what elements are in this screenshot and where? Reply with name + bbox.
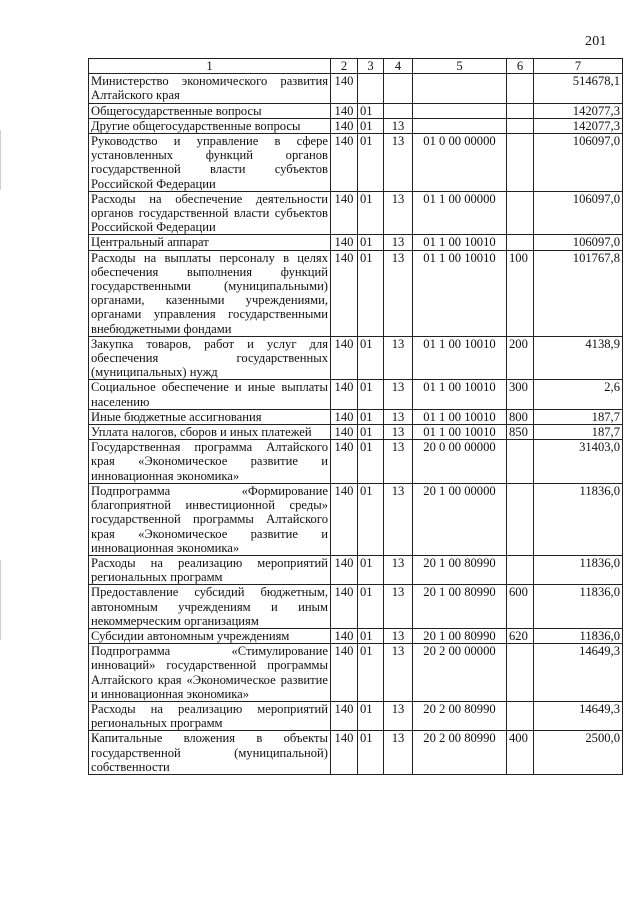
- amount-cell: 31403,0: [534, 440, 623, 484]
- header-row: [89, 59, 623, 74]
- amount-cell: 106097,0: [534, 191, 623, 235]
- target-item-code-cell: [413, 103, 507, 118]
- amount-cell: 142077,3: [534, 118, 623, 133]
- expense-type-code-cell: [507, 74, 534, 103]
- expense-type-code-cell: [507, 701, 534, 730]
- subsection-code-cell: 13: [384, 628, 413, 643]
- ministry-code-cell: 140: [331, 425, 358, 440]
- section-code-cell: 01: [358, 118, 384, 133]
- table-row: [89, 74, 623, 103]
- target-item-code-cell: 01 1 00 10010: [413, 380, 507, 409]
- item-name-cell: Другие общегосударственные вопросы: [89, 118, 331, 133]
- column-header: 1: [89, 59, 331, 74]
- table-row: [89, 103, 623, 118]
- column-header: 6: [507, 59, 534, 74]
- table-body: [89, 74, 623, 775]
- target-item-code-cell: 01 1 00 00000: [413, 191, 507, 235]
- ministry-code-cell: 140: [331, 250, 358, 336]
- item-name-cell: Центральный аппарат: [89, 235, 331, 250]
- item-name-cell: Общегосударственные вопросы: [89, 103, 331, 118]
- amount-cell: 514678,1: [534, 74, 623, 103]
- target-item-code-cell: 20 0 00 00000: [413, 440, 507, 484]
- expense-type-code-cell: [507, 191, 534, 235]
- expense-type-code-cell: 620: [507, 628, 534, 643]
- table-row: [89, 191, 623, 235]
- section-code-cell: [358, 74, 384, 103]
- subsection-code-cell: 13: [384, 191, 413, 235]
- item-name-cell: Расходы на реализацию мероприятий региональных программ: [89, 701, 331, 730]
- expense-type-code-cell: [507, 103, 534, 118]
- ministry-code-cell: 140: [331, 585, 358, 629]
- ministry-code-cell: 140: [331, 701, 358, 730]
- target-item-code-cell: [413, 74, 507, 103]
- ministry-code-cell: 140: [331, 555, 358, 584]
- section-code-cell: 01: [358, 731, 384, 775]
- section-code-cell: 01: [358, 191, 384, 235]
- amount-cell: 14649,3: [534, 701, 623, 730]
- subsection-code-cell: 13: [384, 585, 413, 629]
- subsection-code-cell: [384, 74, 413, 103]
- table-row: [89, 250, 623, 336]
- budget-table: [88, 58, 623, 775]
- section-code-cell: 01: [358, 380, 384, 409]
- amount-cell: 11836,0: [534, 555, 623, 584]
- subsection-code-cell: 13: [384, 483, 413, 555]
- subsection-code-cell: 13: [384, 555, 413, 584]
- section-code-cell: 01: [358, 585, 384, 629]
- ministry-code-cell: 140: [331, 483, 358, 555]
- subsection-code-cell: 13: [384, 134, 413, 192]
- expense-type-code-cell: [507, 118, 534, 133]
- table-row: [89, 731, 623, 775]
- amount-cell: 14649,3: [534, 644, 623, 702]
- subsection-code-cell: 13: [384, 731, 413, 775]
- table-row: [89, 555, 623, 584]
- subsection-code-cell: 13: [384, 440, 413, 484]
- target-item-code-cell: 20 1 00 80990: [413, 555, 507, 584]
- section-code-cell: 01: [358, 103, 384, 118]
- target-item-code-cell: 20 1 00 80990: [413, 585, 507, 629]
- target-item-code-cell: 01 1 00 10010: [413, 425, 507, 440]
- subsection-code-cell: 13: [384, 701, 413, 730]
- column-header: 2: [331, 59, 358, 74]
- target-item-code-cell: 20 2 00 00000: [413, 644, 507, 702]
- section-code-cell: 01: [358, 701, 384, 730]
- expense-type-code-cell: [507, 235, 534, 250]
- expense-type-code-cell: 100: [507, 250, 534, 336]
- expense-type-code-cell: [507, 483, 534, 555]
- item-name-cell: Расходы на реализацию мероприятий региональных программ: [89, 555, 331, 584]
- amount-cell: 187,7: [534, 409, 623, 424]
- item-name-cell: Уплата налогов, сборов и иных платежей: [89, 425, 331, 440]
- table-row: [89, 425, 623, 440]
- table-row: [89, 134, 623, 192]
- target-item-code-cell: 20 2 00 80990: [413, 701, 507, 730]
- table-row: [89, 585, 623, 629]
- scan-edge-mark: [0, 560, 1, 640]
- ministry-code-cell: 140: [331, 74, 358, 103]
- section-code-cell: 01: [358, 235, 384, 250]
- table-row: [89, 440, 623, 484]
- amount-cell: 11836,0: [534, 585, 623, 629]
- target-item-code-cell: 20 2 00 80990: [413, 731, 507, 775]
- item-name-cell: Иные бюджетные ассигнования: [89, 409, 331, 424]
- table-row: [89, 336, 623, 380]
- expense-type-code-cell: [507, 555, 534, 584]
- subsection-code-cell: 13: [384, 235, 413, 250]
- subsection-code-cell: 13: [384, 425, 413, 440]
- target-item-code-cell: 01 1 00 10010: [413, 409, 507, 424]
- amount-cell: 106097,0: [534, 134, 623, 192]
- subsection-code-cell: [384, 103, 413, 118]
- amount-cell: 187,7: [534, 425, 623, 440]
- amount-cell: 11836,0: [534, 628, 623, 643]
- column-header: 7: [534, 59, 623, 74]
- ministry-code-cell: 140: [331, 628, 358, 643]
- target-item-code-cell: 01 0 00 00000: [413, 134, 507, 192]
- expense-type-code-cell: [507, 644, 534, 702]
- item-name-cell: Субсидии автономным учреждениям: [89, 628, 331, 643]
- item-name-cell: Капитальные вложения в объекты государственной (муниципальной) собственности: [89, 731, 331, 775]
- subsection-code-cell: 13: [384, 250, 413, 336]
- item-name-cell: Государственная программа Алтайского края «Экономическое развитие и инновационная экономика»: [89, 440, 331, 484]
- item-name-cell: Расходы на обеспечение деятельности органов государственной власти субъектов Российской Федерации: [89, 191, 331, 235]
- ministry-code-cell: 140: [331, 644, 358, 702]
- column-header: 3: [358, 59, 384, 74]
- section-code-cell: 01: [358, 644, 384, 702]
- item-name-cell: Социальное обеспечение и иные выплаты населению: [89, 380, 331, 409]
- table-row: [89, 409, 623, 424]
- expense-type-code-cell: [507, 134, 534, 192]
- expense-type-code-cell: 600: [507, 585, 534, 629]
- table-row: [89, 701, 623, 730]
- ministry-code-cell: 140: [331, 731, 358, 775]
- ministry-code-cell: 140: [331, 118, 358, 133]
- expense-type-code-cell: [507, 440, 534, 484]
- section-code-cell: 01: [358, 440, 384, 484]
- item-name-cell: Подпрограмма «Стимулирование инноваций» государственной программы Алтайского края «Экономическое развитие и инновационная экономика»: [89, 644, 331, 702]
- item-name-cell: Закупка товаров, работ и услуг для обеспечения государственных (муниципальных) нужд: [89, 336, 331, 380]
- expense-type-code-cell: 850: [507, 425, 534, 440]
- section-code-cell: 01: [358, 134, 384, 192]
- subsection-code-cell: 13: [384, 118, 413, 133]
- ministry-code-cell: 140: [331, 103, 358, 118]
- ministry-code-cell: 140: [331, 409, 358, 424]
- section-code-cell: 01: [358, 250, 384, 336]
- subsection-code-cell: 13: [384, 409, 413, 424]
- subsection-code-cell: 13: [384, 380, 413, 409]
- table-row: [89, 235, 623, 250]
- column-header: 4: [384, 59, 413, 74]
- item-name-cell: Расходы на выплаты персоналу в целях обеспечения выполнения функций государственными (муниципальными) органами, казенными учреждениями, органами управления государственными внебюджетными фондами: [89, 250, 331, 336]
- expense-type-code-cell: 300: [507, 380, 534, 409]
- item-name-cell: Руководство и управление в сфере установленных функций органов государственной власти субъектов Российской Федерации: [89, 134, 331, 192]
- column-header: 5: [413, 59, 507, 74]
- amount-cell: 142077,3: [534, 103, 623, 118]
- ministry-code-cell: 140: [331, 336, 358, 380]
- table-row: [89, 628, 623, 643]
- subsection-code-cell: 13: [384, 336, 413, 380]
- expense-type-code-cell: 200: [507, 336, 534, 380]
- page-number: 201: [585, 34, 607, 49]
- item-name-cell: Подпрограмма «Формирование благоприятной инвестиционной среды» государственной программы Алтайского края «Экономическое развитие и инновационная экономика»: [89, 483, 331, 555]
- ministry-code-cell: 140: [331, 440, 358, 484]
- amount-cell: 2500,0: [534, 731, 623, 775]
- ministry-code-cell: 140: [331, 134, 358, 192]
- section-code-cell: 01: [358, 409, 384, 424]
- target-item-code-cell: 20 1 00 00000: [413, 483, 507, 555]
- item-name-cell: Предоставление субсидий бюджетным, автономным учреждениям и иным некоммерческим организациям: [89, 585, 331, 629]
- section-code-cell: 01: [358, 555, 384, 584]
- section-code-cell: 01: [358, 336, 384, 380]
- table-row: [89, 118, 623, 133]
- expense-type-code-cell: 800: [507, 409, 534, 424]
- table-row: [89, 483, 623, 555]
- section-code-cell: 01: [358, 628, 384, 643]
- amount-cell: 2,6: [534, 380, 623, 409]
- amount-cell: 4138,9: [534, 336, 623, 380]
- table-row: [89, 644, 623, 702]
- target-item-code-cell: 01 1 00 10010: [413, 250, 507, 336]
- table-row: [89, 380, 623, 409]
- ministry-code-cell: 140: [331, 380, 358, 409]
- subsection-code-cell: 13: [384, 644, 413, 702]
- item-name-cell: Министерство экономического развития Алтайского края: [89, 74, 331, 103]
- ministry-code-cell: 140: [331, 191, 358, 235]
- ministry-code-cell: 140: [331, 235, 358, 250]
- target-item-code-cell: 01 1 00 10010: [413, 336, 507, 380]
- section-code-cell: 01: [358, 483, 384, 555]
- amount-cell: 106097,0: [534, 235, 623, 250]
- scan-edge-mark: [0, 130, 1, 190]
- expense-type-code-cell: 400: [507, 731, 534, 775]
- target-item-code-cell: [413, 118, 507, 133]
- section-code-cell: 01: [358, 425, 384, 440]
- target-item-code-cell: 01 1 00 10010: [413, 235, 507, 250]
- amount-cell: 11836,0: [534, 483, 623, 555]
- amount-cell: 101767,8: [534, 250, 623, 336]
- target-item-code-cell: 20 1 00 80990: [413, 628, 507, 643]
